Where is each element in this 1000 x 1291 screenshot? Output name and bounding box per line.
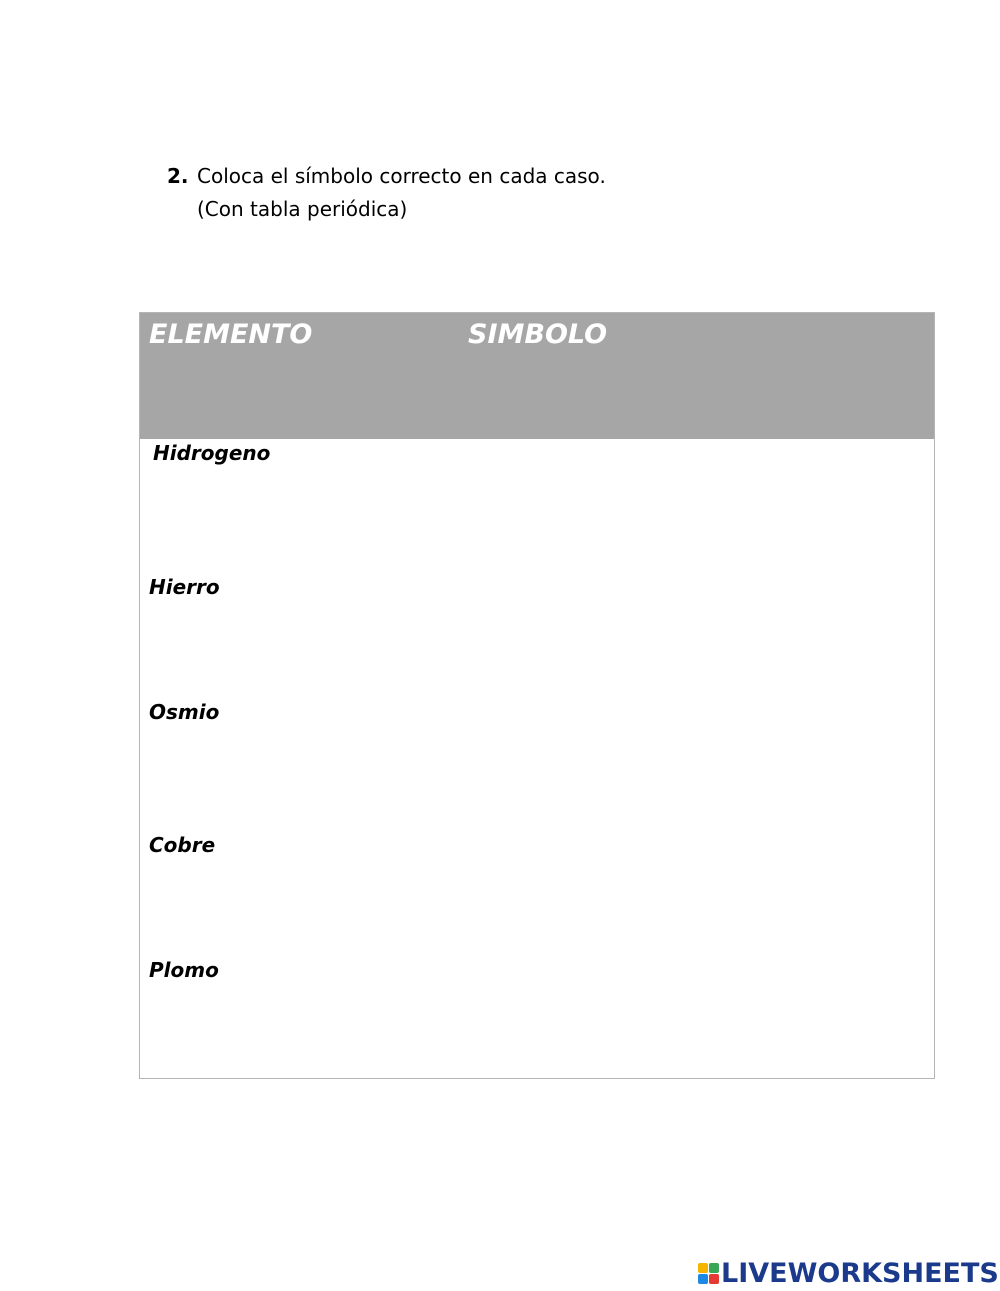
- question-number: 2.: [167, 164, 189, 188]
- logo-blocks-icon: [698, 1263, 719, 1284]
- liveworksheets-logo: [698, 1258, 999, 1289]
- element-symbol-table: [139, 312, 935, 1079]
- symbol-input-osmio[interactable]: [466, 698, 770, 730]
- row-label-hierro: Hierro: [149, 575, 220, 599]
- instruction-text: Coloca el símbolo correcto en cada caso.: [197, 164, 606, 188]
- table-header: [140, 313, 934, 439]
- symbol-input-plomo[interactable]: [466, 956, 770, 988]
- logo-text: LIVEWORKSHEETS: [721, 1258, 999, 1289]
- row-label-osmio: Osmio: [149, 700, 220, 724]
- row-label-cobre: Cobre: [149, 833, 216, 857]
- instruction: [167, 160, 606, 226]
- symbol-input-hierro[interactable]: [466, 573, 770, 605]
- header-element: ELEMENTO: [149, 319, 313, 350]
- instruction-line-1: [167, 160, 606, 193]
- instruction-subtext: (Con tabla periódica): [197, 197, 408, 221]
- header-symbol: SIMBOLO: [468, 319, 608, 350]
- symbol-input-cobre[interactable]: [466, 831, 770, 863]
- row-label-plomo: Plomo: [149, 958, 219, 982]
- row-label-hidrogeno: Hidrogeno: [153, 441, 271, 465]
- symbol-input-hidrogeno[interactable]: [466, 439, 770, 471]
